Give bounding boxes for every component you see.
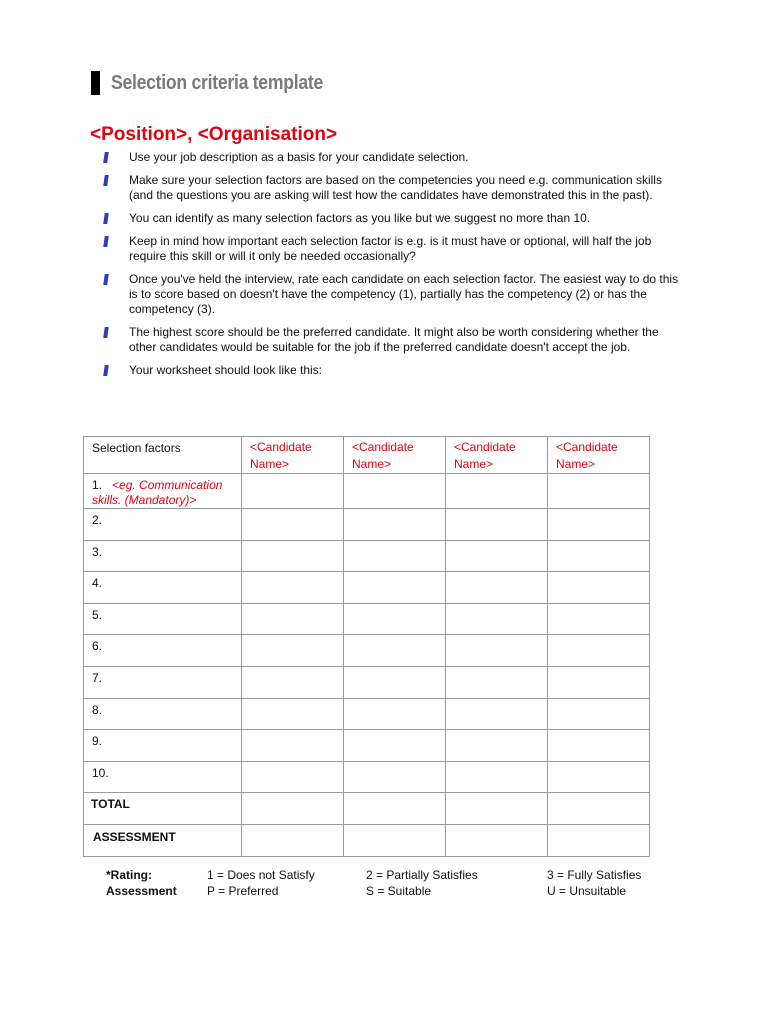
score-cell[interactable] xyxy=(446,603,548,635)
selection-factor-cell[interactable]: 9. xyxy=(84,730,242,762)
candidate-name-header: <Candidate Name> xyxy=(548,437,650,474)
score-cell[interactable] xyxy=(446,730,548,762)
instruction-item xyxy=(104,211,684,226)
score-cell[interactable] xyxy=(548,666,650,698)
score-cell[interactable] xyxy=(344,572,446,604)
selection-factor-cell[interactable]: 4. xyxy=(84,572,242,604)
score-cell[interactable] xyxy=(446,474,548,509)
table-row xyxy=(84,572,650,604)
score-cell[interactable] xyxy=(242,509,344,541)
score-cell[interactable] xyxy=(446,635,548,667)
score-cell[interactable] xyxy=(242,572,344,604)
instruction-text: Keep in mind how important each selection factor is e.g. is it must have or optional, will half the job require this skill or will it only be needed occasionally? xyxy=(129,233,652,263)
score-cell[interactable] xyxy=(446,698,548,730)
instruction-item xyxy=(104,272,684,318)
instruction-item xyxy=(104,234,684,265)
score-cell[interactable] xyxy=(344,666,446,698)
example-factor-text: <eg. Communication skills. (Mandatory)> xyxy=(92,478,223,507)
score-cell[interactable] xyxy=(344,603,446,635)
rating-label: *Rating: xyxy=(106,868,152,882)
header-bar xyxy=(91,71,100,95)
assessment-row xyxy=(84,824,650,856)
selection-factor-cell[interactable]: 6. xyxy=(84,635,242,667)
candidate-name-header: <Candidate Name> xyxy=(446,437,548,474)
rating-legend-row xyxy=(0,868,768,884)
selection-factor-cell[interactable]: 8. xyxy=(84,698,242,730)
row-number: 1. xyxy=(92,478,103,492)
selection-factor-cell[interactable]: 3. xyxy=(84,540,242,572)
score-cell[interactable] xyxy=(548,793,650,825)
worksheet-table xyxy=(83,436,650,857)
instruction-text: Use your job description as a basis for your candidate selection. xyxy=(129,150,469,164)
assessment-legend-row xyxy=(0,884,768,900)
score-cell[interactable] xyxy=(242,635,344,667)
score-cell[interactable] xyxy=(548,572,650,604)
score-cell[interactable] xyxy=(548,474,650,509)
score-cell[interactable] xyxy=(446,793,548,825)
table-row xyxy=(84,730,650,762)
score-cell[interactable] xyxy=(242,730,344,762)
table-row xyxy=(84,603,650,635)
candidate-name-header: <Candidate Name> xyxy=(242,437,344,474)
table-row xyxy=(84,474,650,509)
instruction-text: Your worksheet should look like this: xyxy=(129,363,322,378)
bullet-marker-icon xyxy=(103,236,109,247)
instruction-text: The highest score should be the preferred candidate. It might also be worth considering whether the other candidates would be suitable for the job if the preferred candidate doesn't accept the job. xyxy=(129,325,659,355)
score-cell[interactable] xyxy=(344,793,446,825)
score-cell[interactable] xyxy=(242,761,344,793)
score-cell[interactable] xyxy=(242,474,344,509)
score-cell[interactable] xyxy=(344,761,446,793)
instruction-text: Make sure your selection factors are based on the competencies you need e.g. communication skills (and the questions you are asking will test how the candidates have demonstrated this in the past). xyxy=(129,172,662,203)
score-cell[interactable] xyxy=(548,509,650,541)
bullet-marker-icon xyxy=(103,365,109,376)
bullet-marker-icon xyxy=(103,152,109,163)
score-cell[interactable] xyxy=(344,509,446,541)
score-cell[interactable] xyxy=(344,540,446,572)
selection-factor-cell[interactable]: TOTAL xyxy=(84,793,242,825)
score-cell[interactable] xyxy=(548,824,650,856)
document-title: Selection criteria template xyxy=(111,71,323,94)
assessment-option: P = Preferred xyxy=(207,883,279,898)
score-cell[interactable] xyxy=(446,540,548,572)
selection-factor-cell[interactable]: 7. xyxy=(84,666,242,698)
score-cell[interactable] xyxy=(242,824,344,856)
score-cell[interactable] xyxy=(548,698,650,730)
candidate-name-header: <Candidate Name> xyxy=(344,437,446,474)
total-row xyxy=(84,793,650,825)
score-cell[interactable] xyxy=(548,635,650,667)
table-row xyxy=(84,666,650,698)
rating-option: 1 = Does not Satisfy xyxy=(207,868,315,882)
rating-option: 2 = Partially Satisfies xyxy=(366,868,478,882)
instruction-list xyxy=(104,150,684,386)
score-cell[interactable] xyxy=(548,603,650,635)
rating-option: 3 = Fully Satisfies xyxy=(547,868,642,882)
instruction-item xyxy=(104,173,684,204)
score-cell[interactable] xyxy=(242,603,344,635)
table-header-row xyxy=(84,437,650,474)
instruction-text: You can identify as many selection factors as you like but we suggest no more than 10. xyxy=(129,210,591,225)
score-cell[interactable] xyxy=(344,474,446,509)
score-cell[interactable] xyxy=(548,761,650,793)
score-cell[interactable] xyxy=(446,509,548,541)
bullet-marker-icon xyxy=(103,175,109,186)
selection-factor-cell[interactable]: 10. xyxy=(84,761,242,793)
document-header xyxy=(91,70,352,96)
score-cell[interactable] xyxy=(344,698,446,730)
score-cell[interactable] xyxy=(344,730,446,762)
selection-factor-cell[interactable] xyxy=(84,474,242,509)
table-row xyxy=(84,698,650,730)
position-organisation-heading: <Position>, <Organisation> xyxy=(90,124,338,145)
score-cell[interactable] xyxy=(548,730,650,762)
score-cell[interactable] xyxy=(446,761,548,793)
table-row xyxy=(84,509,650,541)
score-cell[interactable] xyxy=(446,824,548,856)
score-cell[interactable] xyxy=(242,666,344,698)
selection-factor-cell[interactable]: ASSESSMENT xyxy=(84,824,242,856)
instruction-item xyxy=(104,325,684,356)
selection-factors-header: Selection factors xyxy=(84,437,242,474)
table-row xyxy=(84,635,650,667)
bullet-marker-icon xyxy=(103,213,109,224)
table-row xyxy=(84,540,650,572)
instruction-item xyxy=(104,363,684,378)
score-cell[interactable] xyxy=(242,698,344,730)
score-cell[interactable] xyxy=(344,635,446,667)
assessment-label: Assessment xyxy=(106,883,177,898)
table-row xyxy=(84,761,650,793)
instruction-text: Once you've held the interview, rate each candidate on each selection factor. The easiest way to do this is to score based on doesn't have the competency (1), partially has the competency (2) or has the competency (3). xyxy=(129,271,679,317)
assessment-option: S = Suitable xyxy=(366,883,432,898)
selection-factor-cell[interactable]: 2. xyxy=(84,509,242,541)
score-cell[interactable] xyxy=(548,540,650,572)
rating-legend xyxy=(0,868,768,899)
score-cell[interactable] xyxy=(446,572,548,604)
bullet-marker-icon xyxy=(103,327,109,338)
score-cell[interactable] xyxy=(242,540,344,572)
score-cell[interactable] xyxy=(446,666,548,698)
instruction-item xyxy=(104,150,684,165)
bullet-marker-icon xyxy=(103,274,109,285)
score-cell[interactable] xyxy=(344,824,446,856)
assessment-option: U = Unsuitable xyxy=(547,883,627,898)
selection-factor-cell[interactable]: 5. xyxy=(84,603,242,635)
score-cell[interactable] xyxy=(242,793,344,825)
